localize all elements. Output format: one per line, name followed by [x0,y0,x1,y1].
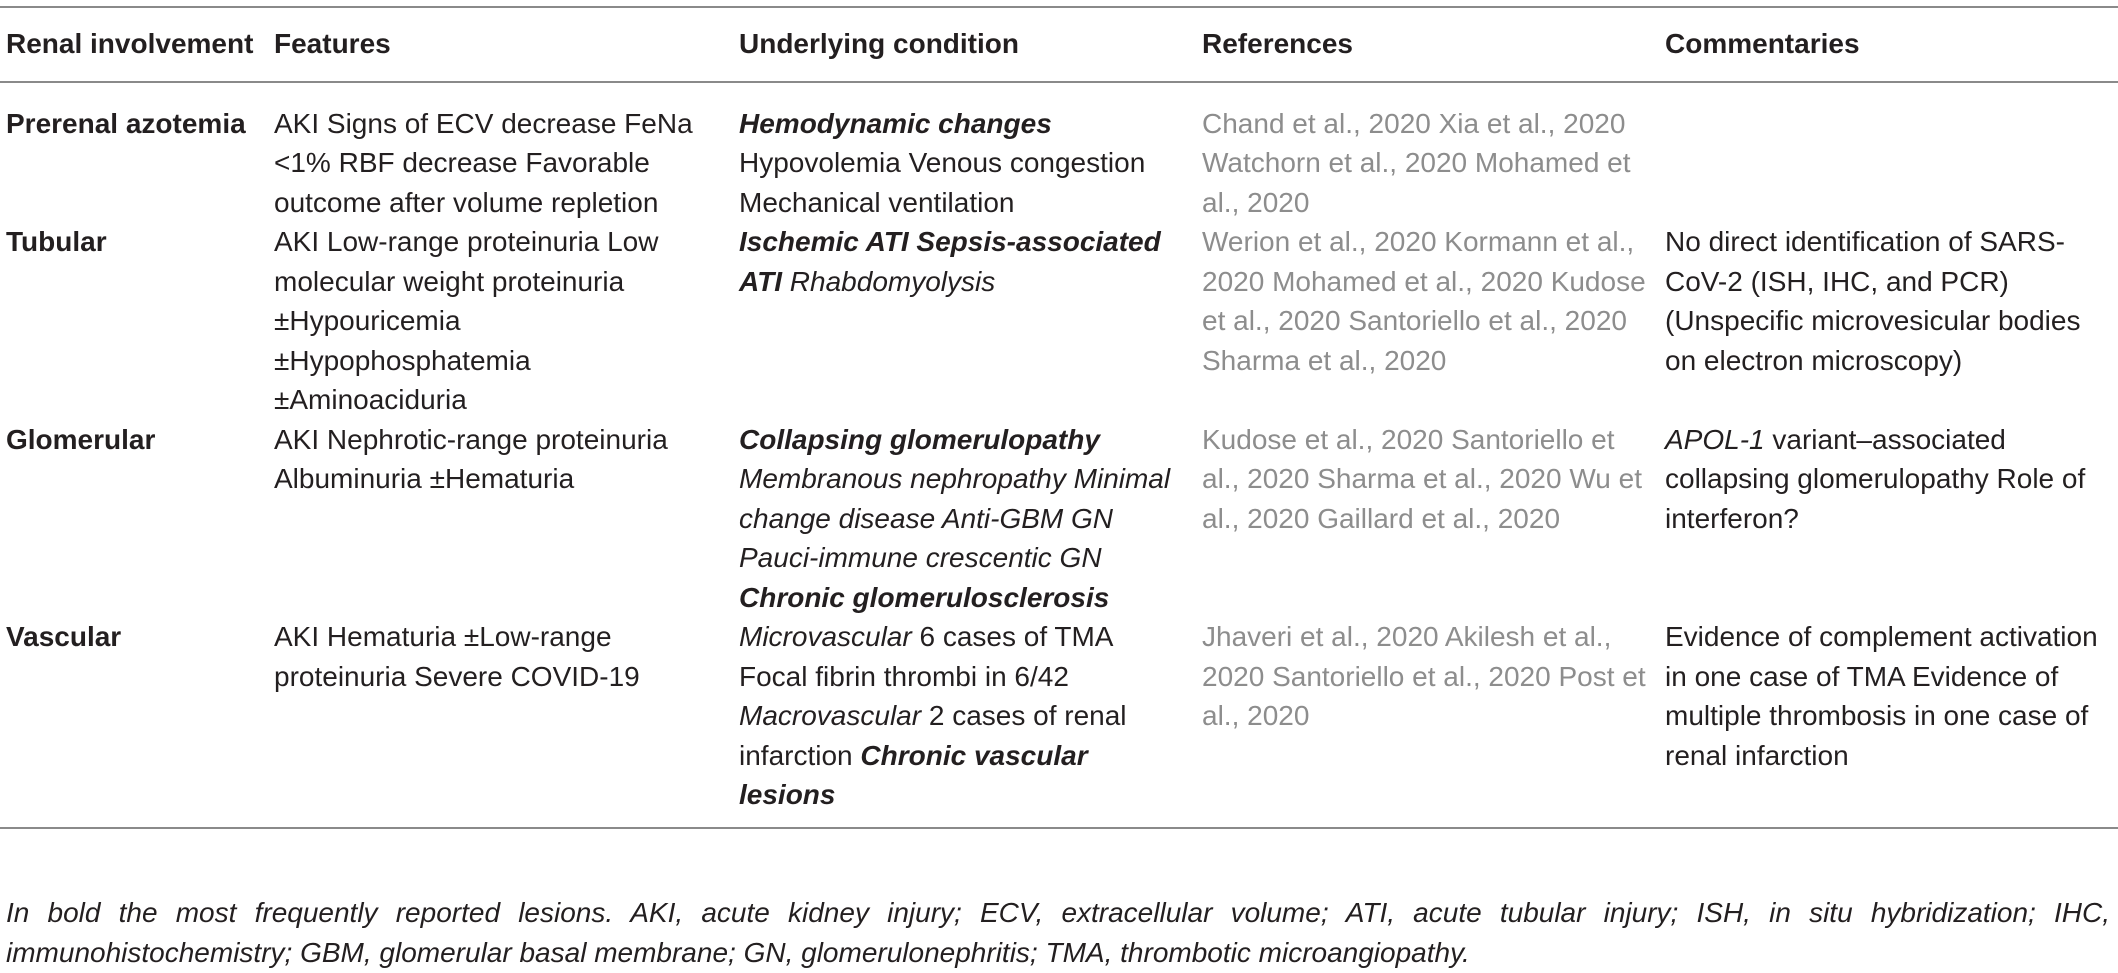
cell-features: AKI Hematuria ±Low-range proteinuria Severe COVID-19 [274,621,640,692]
rich-text-segment: Chronic vascular lesions [739,739,1088,810]
cell-renal-involvement: Prerenal azotemia [6,107,246,139]
rich-text-segment: Chronic glomerulosclerosis [739,581,1110,613]
rich-text-segment: variant–associated collapsing glomerulopathy Role of interferon? [1665,423,2086,534]
cell-commentaries [1665,617,2118,828]
cell-underlying-condition [739,222,1202,420]
cell-references: Jhaveri et al., 2020 Akilesh et al., 2020 Santoriello et al., 2020 Post et al., 2020 [1202,621,1646,731]
rich-text-segment: Ischemic ATI Sepsis-associated ATI [739,226,1161,297]
rich-text-segment: Hypovolemia Venous congestion Mechanical ventilation [739,147,1146,218]
cell-renal-involvement: Vascular [6,621,122,652]
cell-renal-involvement: Glomerular [6,423,156,455]
cell-commentaries [1665,420,2118,618]
rich-text-segment: Microvascular [739,621,912,652]
table-row [0,82,2118,223]
cell-underlying-condition [739,617,1202,828]
cell-references: Werion et al., 2020 Kormann et al., 2020 Mohamed et al., 2020 Kudose et al., 2020 Santoriello et al., 2020 Sharma et al., 2020 [1202,226,1646,376]
rich-text-segment: Membranous nephropathy Minimal change disease Anti-GBM GN Pauci-immune crescentic GN [739,463,1171,573]
table-row [0,222,2118,420]
rich-text-segment: No direct identification of SARS-CoV-2 (ISH, IHC, and PCR) (Unspecific microvesicular bodies on electron microscopy) [1665,226,2081,376]
cell-features: AKI Nephrotic-range proteinuria Albuminuria ±Hematuria [274,423,668,494]
header-references: References [1202,28,1353,59]
cell-features: AKI Low-range proteinuria Low molecular weight proteinuria ±Hypouricemia ±Hypophosphatemia ±Aminoaciduria [274,226,659,415]
header-renal-involvement: Renal involvement [6,28,254,59]
cell-commentaries [1665,82,2118,223]
rich-text-segment: Macrovascular [739,700,922,731]
table-header-row [0,7,2118,82]
cell-underlying-condition [739,82,1202,223]
rich-text-segment: APOL-1 [1665,423,1765,455]
header-features: Features [274,28,391,59]
cell-commentaries [1665,222,2118,420]
cell-references: Chand et al., 2020 Xia et al., 2020 Watchorn et al., 2020 Mohamed et al., 2020 [1202,107,1631,218]
renal-involvement-table [0,6,2118,829]
cell-renal-involvement: Tubular [6,226,107,257]
cell-references: Kudose et al., 2020 Santoriello et al., 2020 Sharma et al., 2020 Wu et al., 2020 Gaillard et al., 2020 [1202,423,1642,534]
table-body [0,82,2118,828]
table-row [0,617,2118,828]
table-row [0,420,2118,618]
cell-underlying-condition [739,420,1202,618]
rich-text-segment: Collapsing glomerulopathy [739,423,1100,455]
rich-text-segment: Rhabdomyolysis [782,265,996,297]
table-footnote: In bold the most frequently reported lesions. AKI, acute kidney injury; ECV, extracellular volume; ATI, acute tubular injury; ISH, in situ hybridization; IHC, immunohistochemistry; GBM, glomerular basal membrane; GN, glomerulonephritis; TMA, thrombotic microangiopathy. [6,897,2110,968]
header-underlying-condition: Underlying condition [739,28,1019,59]
cell-features: AKI Signs of ECV decrease FeNa <1% RBF decrease Favorable outcome after volume repletion [274,107,693,218]
rich-text-segment: Hemodynamic changes [739,107,1052,139]
rich-text-segment: 6 cases of TMA Focal fibrin thrombi in 6/42 [739,621,1112,692]
rich-text-segment: 2 cases of renal infarction [739,700,1127,771]
header-commentaries: Commentaries [1665,28,1860,59]
rich-text-segment: Evidence of complement activation in one case of TMA Evidence of multiple thrombosis in one case of renal infarction [1665,621,2098,771]
